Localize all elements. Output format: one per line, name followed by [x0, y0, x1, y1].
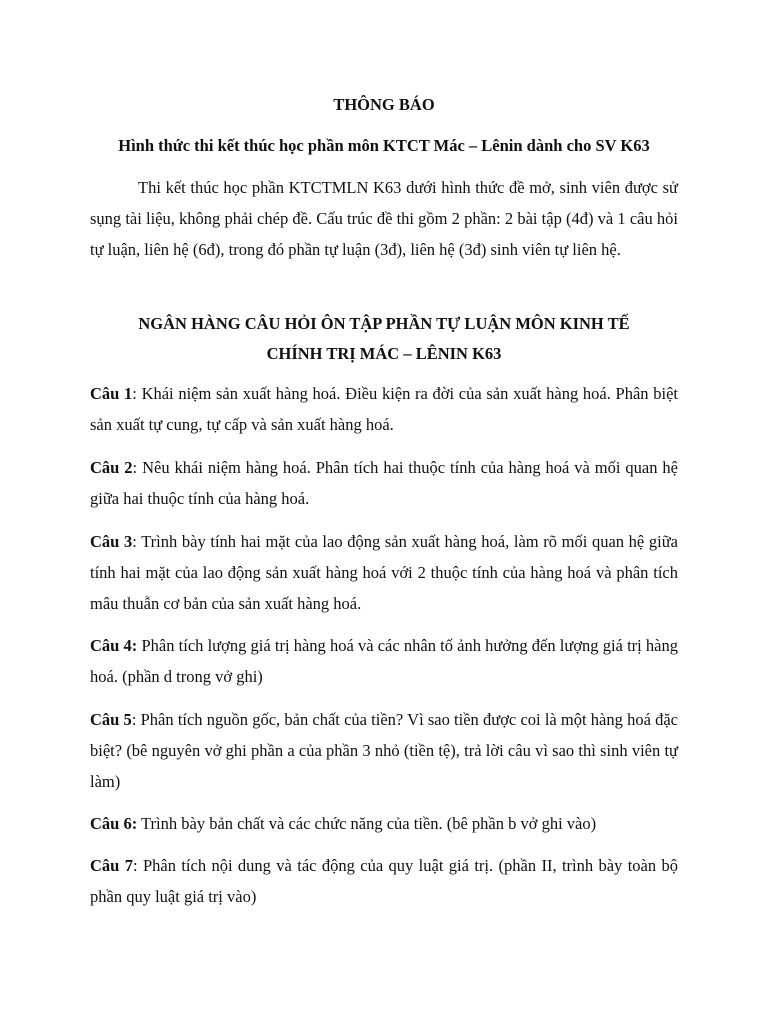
question-label: Câu 3 — [90, 532, 133, 551]
question-sep: : — [131, 710, 141, 729]
question-sep: : — [132, 458, 143, 477]
question-label: Câu 4: — [90, 636, 138, 655]
question-3 — [90, 526, 678, 619]
notice-subtitle: Hình thức thi kết thúc học phần môn KTCT Mác – Lênin dành cho SV K63 — [118, 136, 650, 155]
question-2 — [90, 452, 678, 514]
question-text: Phân tích lượng giá trị hàng hoá và các nhân tố ảnh hưởng đến lượng giá trị hàng hoá. (phần d trong vở ghi) — [90, 636, 678, 686]
question-label: Câu 2 — [90, 458, 133, 477]
question-7 — [90, 850, 678, 912]
question-text: Nêu khái niệm hàng hoá. Phân tích hai thuộc tính của hàng hoá và mối quan hệ giữa hai thuộc tính của hàng hoá. — [90, 458, 678, 508]
bank-title-line-1: NGÂN HÀNG CÂU HỎI ÔN TẬP PHẦN TỰ LUẬN MÔN KINH TẾ — [138, 314, 630, 333]
question-label: Câu 5 — [90, 710, 132, 729]
question-text: Trình bày bản chất và các chức năng của tiền. (bê phần b vở ghi vào) — [141, 814, 597, 833]
question-label: Câu 7 — [90, 856, 133, 875]
bank-title-line-2: CHÍNH TRỊ MÁC – LÊNIN K63 — [266, 344, 502, 363]
question-label: Câu 6: — [90, 814, 138, 833]
question-1 — [90, 378, 678, 440]
question-sep: : — [132, 384, 142, 403]
question-5 — [90, 704, 678, 797]
notice-title: THÔNG BÁO — [333, 95, 435, 114]
question-4 — [90, 630, 678, 692]
question-text: Trình bày tính hai mặt của lao động sản xuất hàng hoá, làm rõ mối quan hệ giữa tính hai mặt của lao động sản xuất hàng hoá với 2 thuộc tính của hàng hoá và phân tích mâu thuẫn cơ bản của sản xuất hàng hoá. — [90, 532, 678, 613]
question-text: Phân tích nguồn gốc, bản chất của tiền? Vì sao tiền được coi là một hàng hoá đặc biệt? (bê nguyên vở ghi phần a của phần 3 nhỏ (tiền tệ), trả lời câu vì sao thì sinh viên tự làm) — [90, 710, 679, 791]
question-text: Khái niệm sản xuất hàng hoá. Điều kiện ra đời của sản xuất hàng hoá. Phân biệt sản xuất tự cung, tự cấp và sản xuất hàng hoá. — [90, 384, 678, 434]
question-sep: : — [132, 856, 143, 875]
notice-body: Thi kết thúc học phần KTCTMLN K63 dưới hình thức đề mở, sinh viên được sử sụng tài liệu, không phải chép đề. Cấu trúc đề thi gồm 2 phần: 2 bài tập (4đ) và 1 câu hỏi tự luận, liên hệ (6đ), trong đó phần tự luận (3đ), liên hệ (3đ) sinh viên tự liên hệ. — [90, 178, 678, 259]
question-6 — [90, 808, 678, 839]
question-sep: : — [132, 532, 142, 551]
question-text: Phân tích nội dung và tác động của quy luật giá trị. (phần II, trình bày toàn bộ phần quy luật giá trị vào) — [90, 856, 678, 906]
question-label: Câu 1 — [90, 384, 133, 403]
